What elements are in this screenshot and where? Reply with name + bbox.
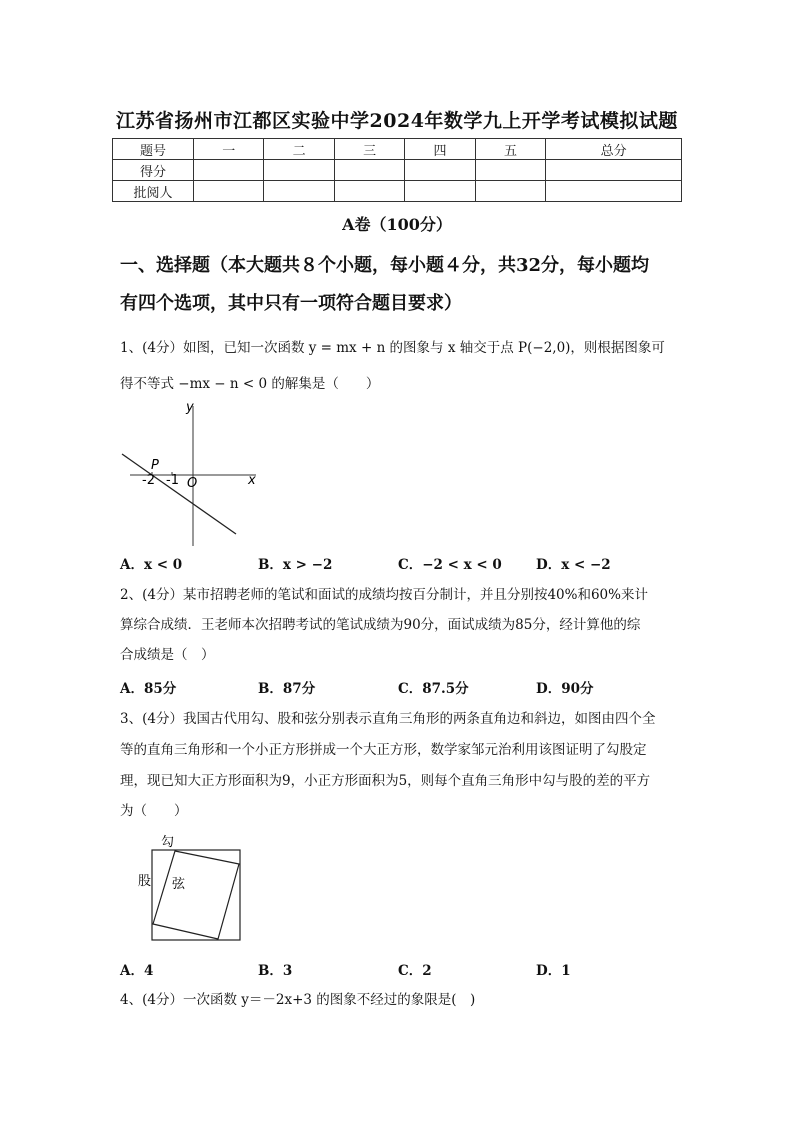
option-c[interactable]: C．−2 < x < 0 (398, 557, 502, 573)
score-table-cell[interactable] (546, 160, 682, 181)
option-b[interactable]: B．87分 (258, 681, 316, 697)
option-a[interactable]: A．85分 (120, 681, 177, 697)
score-table (112, 138, 682, 202)
function-line (122, 454, 236, 534)
document-title: 江苏省扬州市江都区实验中学2024年数学九上开学考试模拟试题 (116, 110, 678, 132)
score-table-cell: 题号 (113, 139, 194, 160)
option-a[interactable]: A．x < 0 (120, 557, 183, 573)
score-table-cell: 二 (264, 139, 334, 160)
score-table-cell[interactable] (475, 181, 545, 202)
question-2-line1: 2、(4分）某市招聘老师的笔试和面试的成绩均按百分制计，并且分别按40%和60%来计 (120, 587, 648, 603)
point-p-label: P (151, 458, 159, 473)
score-table-cell[interactable] (405, 181, 475, 202)
option-a[interactable]: A．4 (120, 963, 154, 979)
score-table-cell: 四 (405, 139, 475, 160)
score-table-cell: 总分 (546, 139, 682, 160)
score-table-cell[interactable] (194, 181, 264, 202)
score-table-cell[interactable] (546, 181, 682, 202)
inner-square (153, 851, 239, 939)
question-3-line2: 等的直角三角形和一个小正方形拼成一个大正方形，数学家邹元治利用该图证明了勾股定 (120, 742, 647, 758)
x-axis-label: x (248, 473, 256, 488)
score-table-cell[interactable] (334, 181, 404, 202)
score-table-cell: 得分 (113, 160, 194, 181)
question-3-line3: 理，现已知大正方形面积为9，小正方形面积为5，则每个直角三角形中勾与股的差的平方 (120, 773, 651, 789)
score-table-cell: 一 (194, 139, 264, 160)
option-d[interactable]: D．1 (536, 963, 571, 979)
score-table-cell: 三 (334, 139, 404, 160)
option-d[interactable]: D．90分 (536, 681, 594, 697)
part1-heading-line2: 有四个选项，其中只有一项符合题目要求） (120, 293, 462, 314)
option-c[interactable]: C．87.5分 (398, 681, 469, 697)
question-1-graph (118, 400, 263, 548)
score-table-cell[interactable] (264, 160, 334, 181)
score-table-cell[interactable] (334, 160, 404, 181)
option-d[interactable]: D．x < −2 (536, 557, 611, 573)
score-table-cell[interactable] (405, 160, 475, 181)
score-table-cell[interactable] (475, 160, 545, 181)
option-c[interactable]: C．2 (398, 963, 432, 979)
question-1-line1: 1、(4分）如图，已知一次函数 y = mx + n 的图象与 x 轴交于点 P(−2,0)，则根据图象可 (120, 340, 665, 356)
question-1-options (120, 553, 680, 577)
xian-label: 弦 (172, 877, 186, 892)
score-table-row (113, 160, 682, 181)
option-b[interactable]: B．x > −2 (258, 557, 333, 573)
score-table-cell[interactable] (194, 160, 264, 181)
tick-label-neg2: -2 (142, 473, 155, 488)
question-3-options (120, 959, 680, 983)
score-table-cell[interactable] (264, 181, 334, 202)
origin-label: O (187, 476, 198, 491)
gou-label: 勾 (161, 835, 175, 850)
question-2-options (120, 677, 680, 701)
y-axis-label: y (186, 400, 194, 415)
question-4-line1: 4、(4分）一次函数 y＝－2x+3 的图象不经过的象限是( ) (120, 992, 476, 1008)
question-3-line1: 3、(4分）我国古代用勾、股和弦分别表示直角三角形的两条直角边和斜边，如图由四个全 (120, 711, 656, 727)
option-b[interactable]: B．3 (258, 963, 293, 979)
question-2-line3: 合成绩是（ ） (120, 647, 215, 663)
score-table-row (113, 181, 682, 202)
question-1-line2: 得不等式 −mx − n < 0 的解集是（ ） (120, 376, 380, 392)
gu-label: 股 (138, 874, 152, 889)
score-table-header-row (113, 139, 682, 160)
score-table-cell: 五 (475, 139, 545, 160)
part1-heading-line1: 一、选择题（本大题共８个小题，每小题４分，共32分，每小题均 (120, 255, 650, 276)
section-a-heading: A卷（100分） (342, 215, 452, 234)
score-table-cell: 批阅人 (113, 181, 194, 202)
question-3-pythagoras-figure (132, 830, 250, 946)
question-2-line2: 算综合成绩．王老师本次招聘考试的笔试成绩为90分，面试成绩为85分，经计算他的综 (120, 617, 641, 633)
question-3-line4: 为（ ） (120, 803, 188, 819)
tick-label-neg1: -1 (166, 473, 179, 488)
